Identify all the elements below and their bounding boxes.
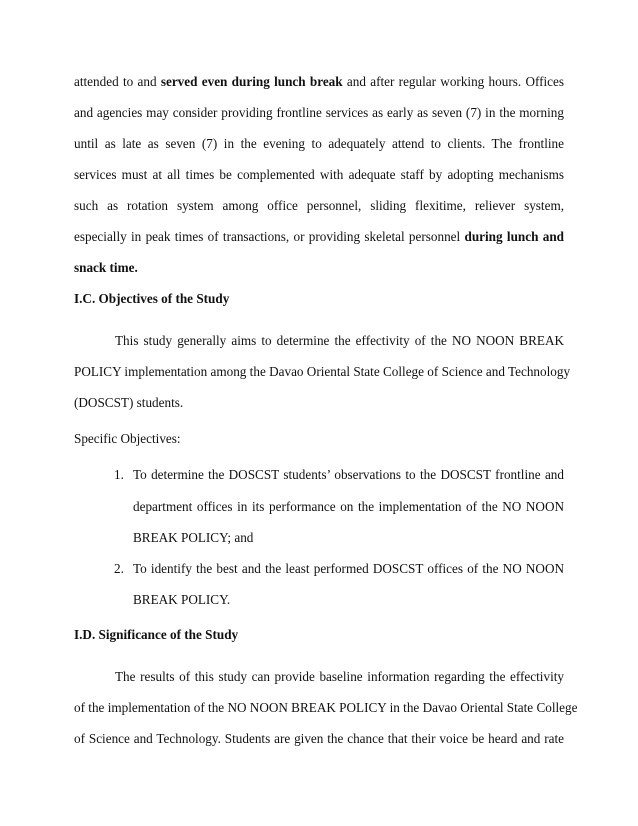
paragraph-line: of the implementation of the NO NOON BREAK POLICY in the Davao Oriental State College: [74, 700, 578, 715]
list-item-line: BREAK POLICY; and: [133, 530, 254, 545]
paragraph-line: and agencies may consider providing frontline services as early as seven (7) in the morning: [74, 105, 564, 120]
section-heading-significance: I.D. Significance of the Study: [74, 627, 239, 642]
list-number: 2.: [114, 561, 124, 576]
paragraph-line: services must at all times be complemented with adequate staff by adopting mechanisms: [74, 167, 564, 182]
text-run: and after regular working hours. Offices: [342, 74, 565, 89]
paragraph-line: of Science and Technology. Students are given the chance that their voice be heard and rate: [74, 731, 564, 746]
list-item-line: To determine the DOSCST students’ observations to the DOSCST frontline and: [133, 467, 564, 482]
paragraph-line: The results of this study can provide baseline information regarding the effectivity: [115, 669, 564, 684]
specific-objectives-label: Specific Objectives:: [74, 431, 181, 446]
bold-text-run: during lunch and: [464, 229, 564, 244]
list-item-line: BREAK POLICY.: [133, 592, 231, 607]
list-item-line: To identify the best and the least performed DOSCST offices of the NO NOON: [133, 561, 564, 576]
text-run: especially in peak times of transactions, or providing skeletal personnel: [74, 229, 465, 244]
paragraph-line: (DOSCST) students.: [74, 395, 184, 410]
paragraph-line: [74, 74, 564, 90]
paragraph-line: [74, 229, 564, 245]
paragraph-line: until as late as seven (7) in the evening to adequately attend to clients. The frontline: [74, 136, 564, 151]
bold-text-run: served even during lunch break: [160, 74, 343, 89]
paragraph-line: POLICY implementation among the Davao Oriental State College of Science and Technology: [74, 364, 571, 379]
section-heading-objectives: I.C. Objectives of the Study: [74, 291, 230, 306]
text-run: attended to and: [74, 74, 161, 89]
list-item-line: department offices in its performance on the implementation of the NO NOON: [133, 499, 564, 514]
list-number: 1.: [114, 467, 124, 482]
paragraph-line-bold: snack time.: [74, 260, 138, 275]
paragraph-line: This study generally aims to determine the effectivity of the NO NOON BREAK: [115, 333, 564, 348]
paragraph-line: such as rotation system among office personnel, sliding flexitime, reliever system,: [74, 198, 564, 213]
